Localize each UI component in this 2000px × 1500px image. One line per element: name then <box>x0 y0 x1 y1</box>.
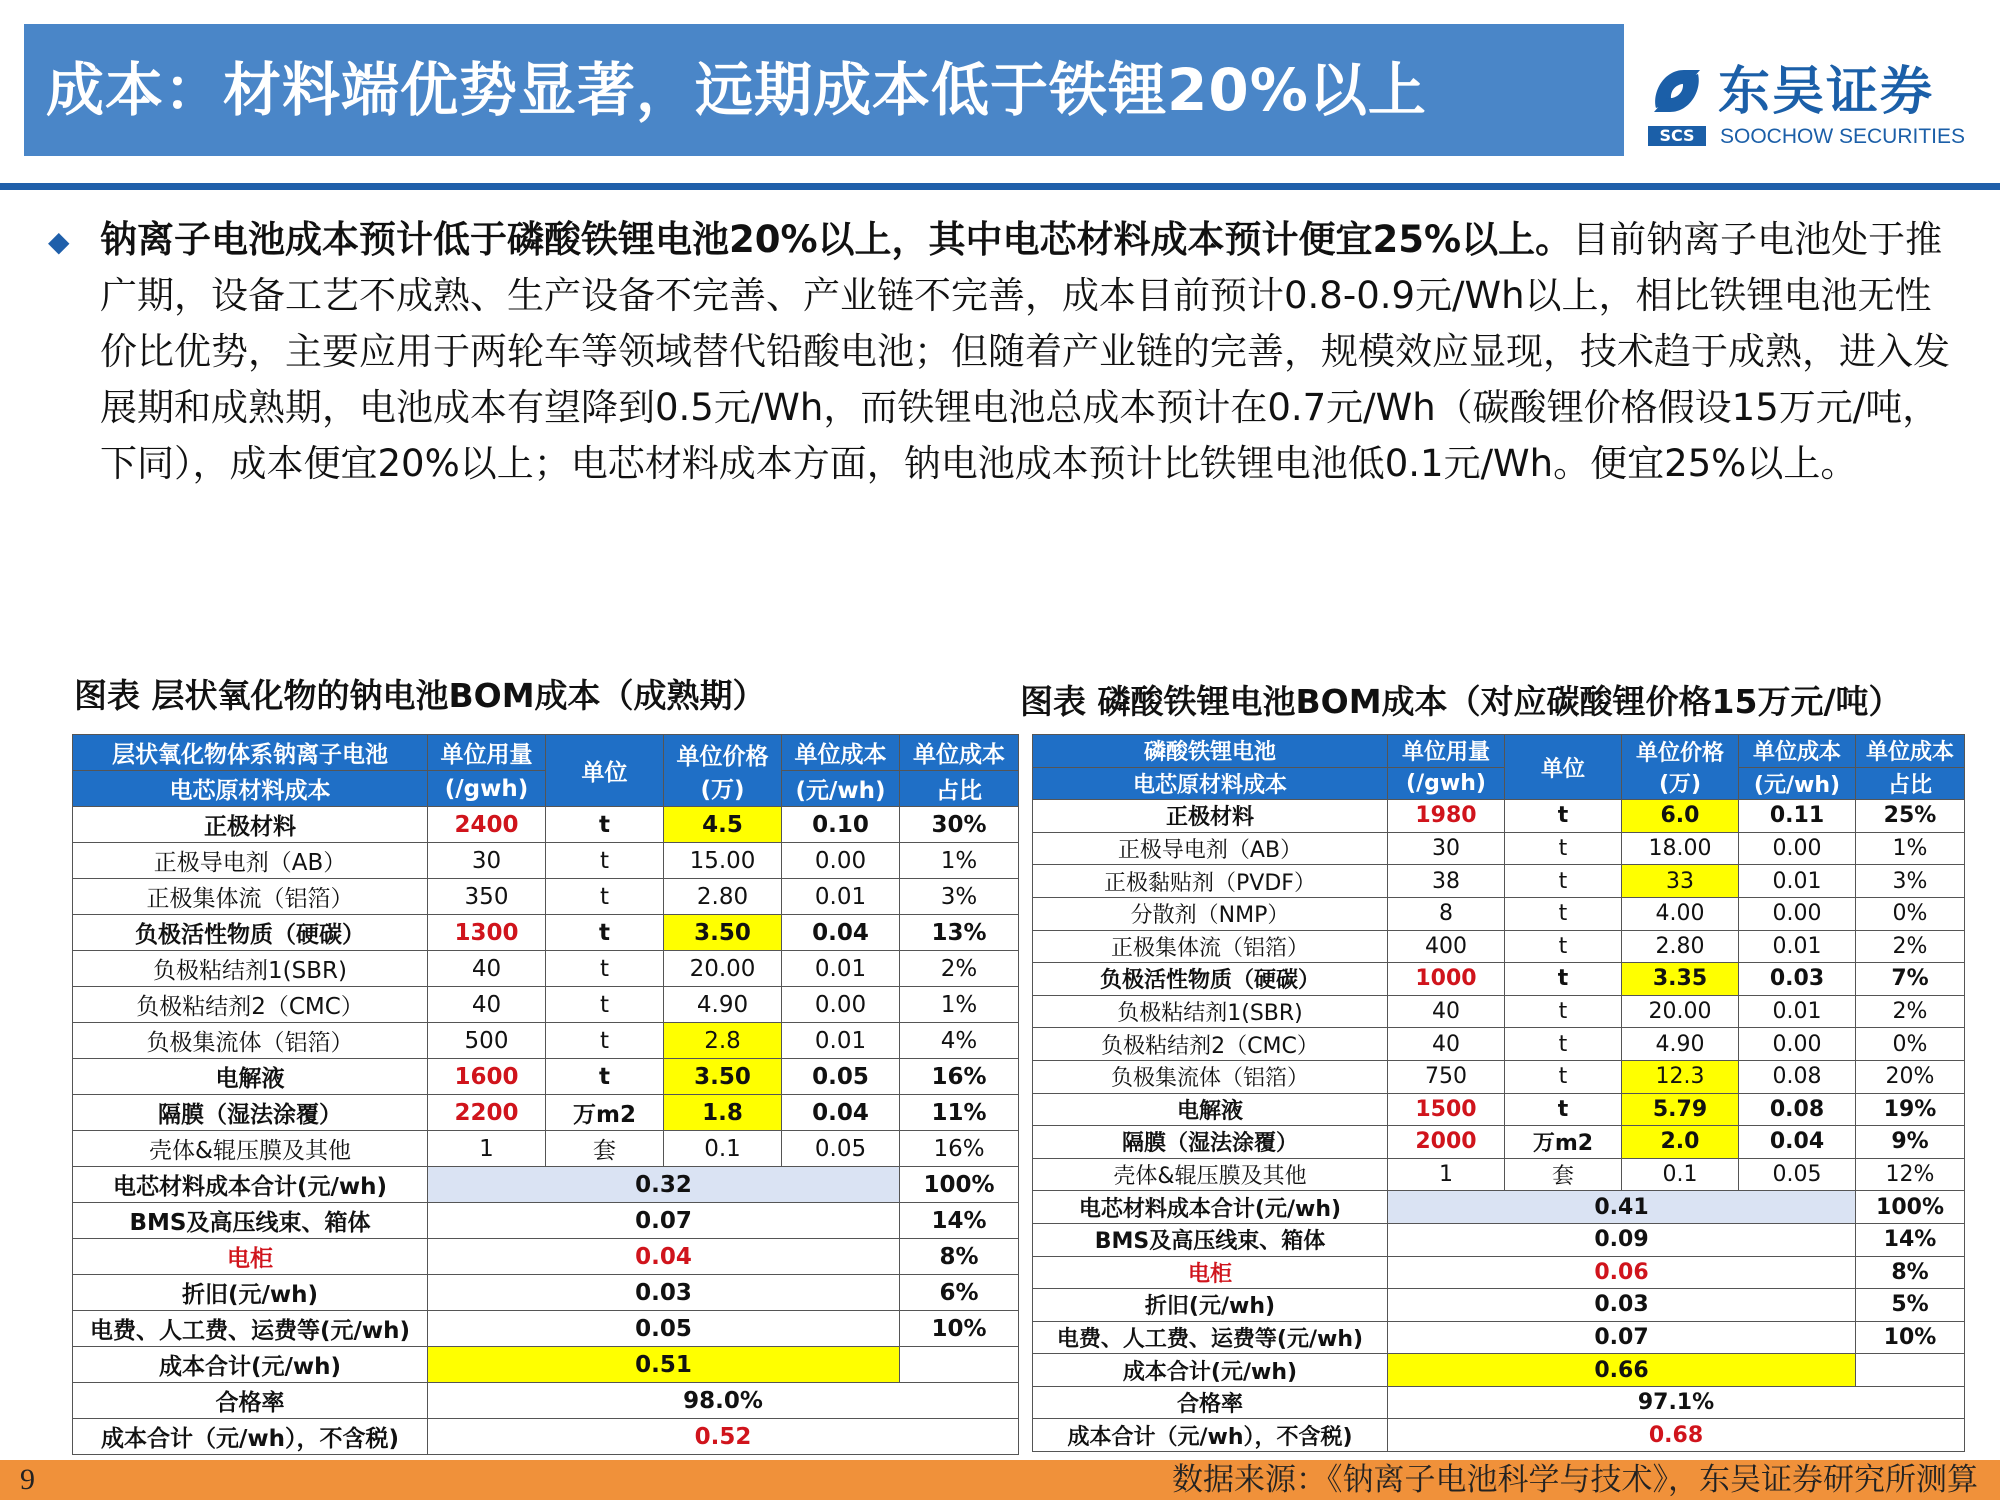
summary-name: 电芯材料成本合计(元/wh) <box>73 1167 428 1203</box>
summary-name: 电费、人工费、运费等(元/wh) <box>73 1311 428 1347</box>
summary-row <box>73 1167 1019 1203</box>
material-unit: t <box>546 879 664 915</box>
summary-value: 0.52 <box>428 1419 1019 1455</box>
material-qty: 350 <box>428 879 546 915</box>
material-name: 分散剂（NMP） <box>1033 897 1388 930</box>
material-unit: t <box>546 951 664 987</box>
material-cost: 0.00 <box>1739 832 1856 865</box>
material-row <box>73 1095 1019 1131</box>
material-qty: 40 <box>1388 1028 1505 1061</box>
material-qty: 1300 <box>428 915 546 951</box>
material-row <box>1033 1028 1965 1061</box>
table-header-row <box>73 735 1019 771</box>
summary-value: 0.32 <box>428 1167 900 1203</box>
header-unit-cost-unit: (元/wh) <box>1739 767 1856 800</box>
header-qty: 单位用量 <box>428 735 546 771</box>
material-row <box>1033 865 1965 898</box>
material-name: 负极粘结剂2（CMC） <box>1033 1028 1388 1061</box>
summary-value: 0.66 <box>1388 1354 1856 1387</box>
material-qty: 40 <box>1388 995 1505 1028</box>
material-price: 2.80 <box>664 879 782 915</box>
material-unit: 套 <box>1505 1158 1622 1191</box>
summary-share: 10% <box>900 1311 1019 1347</box>
title-band <box>24 24 1624 156</box>
summary-row <box>1033 1289 1965 1322</box>
material-name: 正极集体流（铝箔） <box>73 879 428 915</box>
material-share: 1% <box>900 987 1019 1023</box>
material-share: 13% <box>900 915 1019 951</box>
material-qty: 2400 <box>428 807 546 843</box>
material-name: 负极粘结剂2（CMC） <box>73 987 428 1023</box>
header-unit-cost-unit: (元/wh) <box>782 771 900 807</box>
material-cost: 0.04 <box>1739 1126 1856 1159</box>
material-qty: 38 <box>1388 865 1505 898</box>
header-unit: 单位 <box>1505 735 1622 800</box>
summary-name: BMS及高压线束、箱体 <box>73 1203 428 1239</box>
summary-row <box>73 1203 1019 1239</box>
summary-value: 0.41 <box>1388 1191 1856 1224</box>
material-row <box>73 1023 1019 1059</box>
material-cost: 0.03 <box>1739 963 1856 996</box>
material-share: 9% <box>1856 1126 1965 1159</box>
material-unit: t <box>1505 963 1622 996</box>
material-row <box>73 807 1019 843</box>
material-price: 2.8 <box>664 1023 782 1059</box>
material-share: 0% <box>1856 1028 1965 1061</box>
logo-chinese-name: 东吴证券 <box>1718 62 1935 122</box>
material-row <box>1033 930 1965 963</box>
material-cost: 0.00 <box>1739 1028 1856 1061</box>
material-unit: t <box>1505 800 1622 833</box>
material-qty: 2000 <box>1388 1126 1505 1159</box>
material-qty: 1 <box>1388 1158 1505 1191</box>
summary-row <box>73 1347 1019 1383</box>
summary-row <box>1033 1321 1965 1354</box>
material-qty: 400 <box>1388 930 1505 963</box>
summary-name: 合格率 <box>73 1383 428 1419</box>
right-table-caption: 图表 磷酸铁锂电池BOM成本（对应碳酸锂价格15万元/吨） <box>1020 682 1902 721</box>
header-material-label: 电芯原材料成本 <box>1033 767 1388 800</box>
material-row <box>73 1131 1019 1167</box>
material-qty: 1600 <box>428 1059 546 1095</box>
material-qty: 8 <box>1388 897 1505 930</box>
material-name: 壳体&辊压膜及其他 <box>73 1131 428 1167</box>
summary-row <box>1033 1386 1965 1419</box>
summary-share: 100% <box>1856 1191 1965 1224</box>
page-title: 成本：材料端优势显著，远期成本低于铁锂20%以上 <box>46 56 1427 124</box>
summary-name: 折旧(元/wh) <box>1033 1289 1388 1322</box>
material-cost: 0.01 <box>1739 865 1856 898</box>
summary-row <box>73 1419 1019 1455</box>
summary-value: 0.05 <box>428 1311 900 1347</box>
header-system-label: 层状氧化物体系钠离子电池 <box>73 735 428 771</box>
header-price-line2: (万) <box>700 776 745 803</box>
material-unit: t <box>546 843 664 879</box>
material-name: 负极活性物质（硬碳） <box>73 915 428 951</box>
material-price: 4.90 <box>1622 1028 1739 1061</box>
material-name: 正极集体流（铝箔） <box>1033 930 1388 963</box>
page-number: 9 <box>20 1463 35 1496</box>
material-qty: 1980 <box>1388 800 1505 833</box>
material-unit: t <box>1505 865 1622 898</box>
summary-value: 0.04 <box>428 1239 900 1275</box>
material-qty: 500 <box>428 1023 546 1059</box>
material-cost: 0.05 <box>782 1131 900 1167</box>
header-price <box>1622 735 1739 800</box>
material-price: 1.8 <box>664 1095 782 1131</box>
material-cost: 0.00 <box>782 987 900 1023</box>
material-row <box>1033 1126 1965 1159</box>
summary-value: 0.07 <box>1388 1321 1856 1354</box>
diamond-bullet-icon: ◆ <box>48 225 70 258</box>
material-unit: t <box>546 987 664 1023</box>
header-unit-cost: 单位成本 <box>1739 735 1856 768</box>
header-price-line2: (万) <box>1658 772 1702 798</box>
summary-name: 成本合计(元/wh) <box>73 1347 428 1383</box>
material-share: 3% <box>900 879 1019 915</box>
material-share: 16% <box>900 1059 1019 1095</box>
header-share-unit: 占比 <box>1856 767 1965 800</box>
summary-name: 成本合计(元/wh) <box>1033 1354 1388 1387</box>
header-unit-cost: 单位成本 <box>782 735 900 771</box>
summary-row <box>1033 1354 1965 1387</box>
material-row <box>1033 995 1965 1028</box>
summary-row <box>73 1383 1019 1419</box>
material-share: 4% <box>900 1023 1019 1059</box>
material-name: 壳体&辊压膜及其他 <box>1033 1158 1388 1191</box>
material-row <box>1033 832 1965 865</box>
material-unit: 万m2 <box>546 1095 664 1131</box>
material-row <box>73 951 1019 987</box>
summary-name: 电柜 <box>73 1239 428 1275</box>
material-price: 3.35 <box>1622 963 1739 996</box>
material-price: 18.00 <box>1622 832 1739 865</box>
summary-name: 成本合计（元/wh），不含税) <box>73 1419 428 1455</box>
material-share: 2% <box>900 951 1019 987</box>
material-cost: 0.10 <box>782 807 900 843</box>
material-row <box>1033 1158 1965 1191</box>
header-divider <box>0 183 2000 190</box>
material-name: 隔膜（湿法涂覆） <box>73 1095 428 1131</box>
material-name: 正极材料 <box>73 807 428 843</box>
summary-value: 0.51 <box>428 1347 900 1383</box>
table-header-row <box>1033 767 1965 800</box>
material-qty: 40 <box>428 987 546 1023</box>
material-unit: t <box>546 807 664 843</box>
material-share: 30% <box>900 807 1019 843</box>
header-material-label: 电芯原材料成本 <box>73 771 428 807</box>
summary-value: 0.06 <box>1388 1256 1856 1289</box>
material-share: 1% <box>1856 832 1965 865</box>
header-price-line1: 单位价格 <box>676 743 769 770</box>
material-unit: t <box>546 1059 664 1095</box>
material-row <box>1033 963 1965 996</box>
summary-row <box>73 1275 1019 1311</box>
lfp-bom-table-body <box>1033 735 1965 1452</box>
material-share: 12% <box>1856 1158 1965 1191</box>
summary-value: 0.03 <box>1388 1289 1856 1322</box>
material-row <box>73 1059 1019 1095</box>
soochow-logo-icon <box>1648 62 1706 120</box>
summary-row <box>73 1239 1019 1275</box>
table-header-row <box>1033 735 1965 768</box>
sodium-bom-table-body <box>73 735 1019 1455</box>
material-qty: 1500 <box>1388 1093 1505 1126</box>
material-unit: 套 <box>546 1131 664 1167</box>
material-name: 负极粘结剂1(SBR) <box>73 951 428 987</box>
material-price: 4.00 <box>1622 897 1739 930</box>
material-price: 5.79 <box>1622 1093 1739 1126</box>
summary-share <box>1856 1354 1965 1387</box>
left-table-caption: 图表 层状氧化物的钠电池BOM成本（成熟期） <box>74 676 766 715</box>
summary-value: 0.03 <box>428 1275 900 1311</box>
material-unit: t <box>1505 1093 1622 1126</box>
header-qty-unit: (/gwh) <box>1388 767 1505 800</box>
material-unit: t <box>1505 1060 1622 1093</box>
summary-name: 合格率 <box>1033 1386 1388 1419</box>
summary-share <box>900 1347 1019 1383</box>
logo-abbreviation: SCS <box>1648 126 1706 146</box>
material-share: 3% <box>1856 865 1965 898</box>
material-name: 正极导电剂（AB） <box>1033 832 1388 865</box>
material-price: 33 <box>1622 865 1739 898</box>
material-name: 电解液 <box>73 1059 428 1095</box>
summary-paragraph <box>100 212 1962 492</box>
summary-row <box>73 1311 1019 1347</box>
material-cost: 0.08 <box>1739 1093 1856 1126</box>
material-unit: t <box>1505 832 1622 865</box>
material-row <box>73 843 1019 879</box>
material-share: 7% <box>1856 963 1965 996</box>
header-qty-unit: (/gwh) <box>428 771 546 807</box>
material-cost: 0.00 <box>1739 897 1856 930</box>
material-cost: 0.01 <box>782 951 900 987</box>
material-qty: 1000 <box>1388 963 1505 996</box>
material-cost: 0.00 <box>782 843 900 879</box>
summary-name: BMS及高压线束、箱体 <box>1033 1223 1388 1256</box>
summary-row <box>1033 1223 1965 1256</box>
material-price: 0.1 <box>1622 1158 1739 1191</box>
footer-bar <box>0 1460 2000 1500</box>
summary-value: 0.07 <box>428 1203 900 1239</box>
sodium-bom-table <box>72 734 1019 1455</box>
material-share: 19% <box>1856 1093 1965 1126</box>
summary-share: 100% <box>900 1167 1019 1203</box>
summary-row <box>1033 1191 1965 1224</box>
summary-share: 5% <box>1856 1289 1965 1322</box>
header-price-line1: 单位价格 <box>1635 741 1724 767</box>
material-price: 12.3 <box>1622 1060 1739 1093</box>
summary-value: 0.09 <box>1388 1223 1856 1256</box>
summary-share: 8% <box>900 1239 1019 1275</box>
material-price: 15.00 <box>664 843 782 879</box>
material-row <box>73 915 1019 951</box>
header-share: 单位成本 <box>1856 735 1965 768</box>
material-share: 2% <box>1856 995 1965 1028</box>
material-name: 负极集流体（铝箔） <box>73 1023 428 1059</box>
material-qty: 30 <box>428 843 546 879</box>
material-row <box>1033 1093 1965 1126</box>
material-row <box>1033 1060 1965 1093</box>
summary-name: 电费、人工费、运费等(元/wh) <box>1033 1321 1388 1354</box>
material-row <box>73 987 1019 1023</box>
material-qty: 1 <box>428 1131 546 1167</box>
material-price: 3.50 <box>664 1059 782 1095</box>
summary-row <box>1033 1256 1965 1289</box>
material-share: 16% <box>900 1131 1019 1167</box>
material-price: 2.0 <box>1622 1126 1739 1159</box>
material-price: 3.50 <box>664 915 782 951</box>
material-unit: t <box>546 915 664 951</box>
material-qty: 40 <box>428 951 546 987</box>
material-row <box>1033 800 1965 833</box>
header-share-unit: 占比 <box>900 771 1019 807</box>
summary-name: 电芯材料成本合计(元/wh) <box>1033 1191 1388 1224</box>
material-cost: 0.01 <box>782 879 900 915</box>
material-unit: t <box>1505 930 1622 963</box>
lfp-bom-table <box>1032 734 1965 1452</box>
summary-share: 14% <box>1856 1223 1965 1256</box>
summary-value: 98.0% <box>428 1383 1019 1419</box>
material-unit: 万m2 <box>1505 1126 1622 1159</box>
material-row <box>73 879 1019 915</box>
material-price: 4.90 <box>664 987 782 1023</box>
material-cost: 0.05 <box>1739 1158 1856 1191</box>
material-price: 0.1 <box>664 1131 782 1167</box>
material-share: 2% <box>1856 930 1965 963</box>
material-share: 0% <box>1856 897 1965 930</box>
material-name: 正极黏贴剂（PVDF） <box>1033 865 1388 898</box>
material-share: 25% <box>1856 800 1965 833</box>
material-price: 20.00 <box>664 951 782 987</box>
material-cost: 0.01 <box>1739 930 1856 963</box>
material-price: 20.00 <box>1622 995 1739 1028</box>
material-share: 11% <box>900 1095 1019 1131</box>
summary-row <box>1033 1419 1965 1452</box>
material-cost: 0.08 <box>1739 1060 1856 1093</box>
material-qty: 2200 <box>428 1095 546 1131</box>
material-qty: 750 <box>1388 1060 1505 1093</box>
summary-name: 折旧(元/wh) <box>73 1275 428 1311</box>
header-qty: 单位用量 <box>1388 735 1505 768</box>
material-unit: t <box>1505 897 1622 930</box>
material-cost: 0.01 <box>782 1023 900 1059</box>
material-cost: 0.11 <box>1739 800 1856 833</box>
summary-bold-lead: 钠离子电池成本预计低于磷酸铁锂电池20%以上，其中电芯材料成本预计便宜25%以上。 <box>100 218 1573 261</box>
material-share: 20% <box>1856 1060 1965 1093</box>
material-unit: t <box>1505 995 1622 1028</box>
material-share: 1% <box>900 843 1019 879</box>
material-row <box>1033 897 1965 930</box>
header-unit: 单位 <box>546 735 664 807</box>
material-price: 2.80 <box>1622 930 1739 963</box>
summary-value: 97.1% <box>1388 1386 1965 1419</box>
header-price <box>664 735 782 807</box>
material-cost: 0.01 <box>1739 995 1856 1028</box>
material-qty: 30 <box>1388 832 1505 865</box>
summary-share: 6% <box>900 1275 1019 1311</box>
material-cost: 0.05 <box>782 1059 900 1095</box>
summary-share: 14% <box>900 1203 1019 1239</box>
material-cost: 0.04 <box>782 915 900 951</box>
summary-body: 目前钠离子电池处于推广期，设备工艺不成熟、生产设备不完善、产业链不完善，成本目前预计0.8-0.9元/Wh以上，相比铁锂电池无性价比优势，主要应用于两轮车等领域替代铅酸电池；但随着产业链的完善，规模效应显现，技术趋于成熟，进入发展期和成熟期，电池成本有望降到0.5元/Wh，而铁锂电池总成本预计在0.7元/Wh（碳酸锂价格假设15万元/吨，下同），成本便宜20%以上；电芯材料成本方面，钠电池成本预计比铁锂电池低0.1元/Wh。便宜25%以上。 <box>100 218 1950 485</box>
material-price: 6.0 <box>1622 800 1739 833</box>
material-name: 电解液 <box>1033 1093 1388 1126</box>
data-source: 数据来源：《钠离子电池科学与技术》，东吴证券研究所测算 <box>1172 1462 1978 1498</box>
summary-share: 10% <box>1856 1321 1965 1354</box>
material-name: 正极导电剂（AB） <box>73 843 428 879</box>
material-unit: t <box>1505 1028 1622 1061</box>
material-name: 负极活性物质（硬碳） <box>1033 963 1388 996</box>
summary-value: 0.68 <box>1388 1419 1965 1452</box>
company-logo <box>1648 62 1966 162</box>
logo-english-name: SOOCHOW SECURITIES <box>1720 125 1966 148</box>
material-price: 4.5 <box>664 807 782 843</box>
summary-name: 电柜 <box>1033 1256 1388 1289</box>
material-name: 隔膜（湿法涂覆） <box>1033 1126 1388 1159</box>
summary-share: 8% <box>1856 1256 1965 1289</box>
material-name: 负极粘结剂1(SBR) <box>1033 995 1388 1028</box>
material-name: 正极材料 <box>1033 800 1388 833</box>
header-share: 单位成本 <box>900 735 1019 771</box>
material-cost: 0.04 <box>782 1095 900 1131</box>
material-name: 负极集流体（铝箔） <box>1033 1060 1388 1093</box>
material-unit: t <box>546 1023 664 1059</box>
header-system-label: 磷酸铁锂电池 <box>1033 735 1388 768</box>
summary-name: 成本合计（元/wh），不含税) <box>1033 1419 1388 1452</box>
